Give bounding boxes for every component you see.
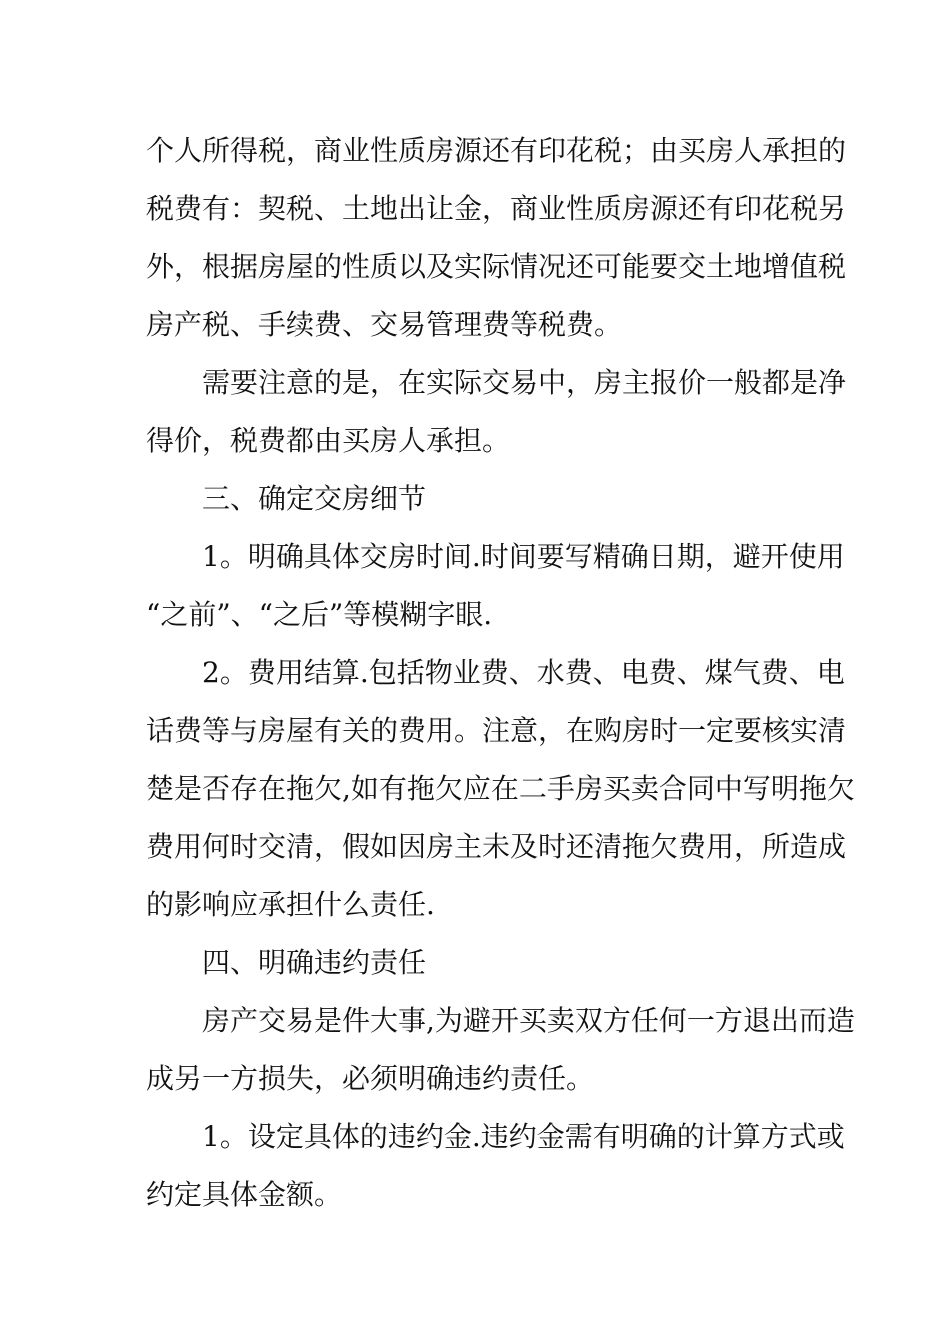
paragraph-line: 外，根据房屋的性质以及实际情况还可能要交土地增值税 [146, 250, 847, 283]
paragraph-line: 需要注意的是，在实际交易中，房主报价一般都是净 [202, 366, 847, 399]
paragraph-line: 话费等与房屋有关的费用。注意，在购房时一定要核实清 [146, 714, 847, 747]
paragraph-line: 得价，税费都由买房人承担。 [146, 424, 511, 457]
paragraph-line: 成另一方损失，必须明确违约责任。 [146, 1062, 595, 1095]
paragraph-line: 房产税、手续费、交易管理费等税费。 [146, 308, 623, 341]
paragraph-line: 房产交易是件大事,为避开买卖双方任何一方退出而造 [202, 1004, 855, 1037]
paragraph-line: “之前”、“之后”等模糊字眼. [146, 598, 493, 631]
paragraph-line: 1。明确具体交房时间.时间要写精确日期，避开使用 [202, 540, 845, 573]
document-body [146, 122, 855, 1224]
paragraph-line: 费用何时交清，假如因房主未及时还清拖欠费用，所造成 [146, 830, 847, 863]
paragraph-line: 1。设定具体的违约金.违约金需有明确的计算方式或 [202, 1120, 845, 1153]
paragraph-line: 约定具体金额。 [146, 1178, 343, 1211]
paragraph-line: 2。费用结算.包括物业费、水费、电费、煤气费、电 [202, 656, 845, 689]
section-heading: 三、确定交房细节 [202, 482, 427, 515]
paragraph-line: 个人所得税，商业性质房源还有印花税；由买房人承担的 [146, 134, 847, 167]
paragraph-line: 的影响应承担什么责任. [146, 888, 435, 921]
section-heading: 四、明确违约责任 [202, 946, 427, 979]
paragraph-line: 税费有：契税、土地出让金，商业性质房源还有印花税另 [146, 192, 847, 225]
paragraph-line: 楚是否存在拖欠,如有拖欠应在二手房买卖合同中写明拖欠 [146, 772, 855, 805]
